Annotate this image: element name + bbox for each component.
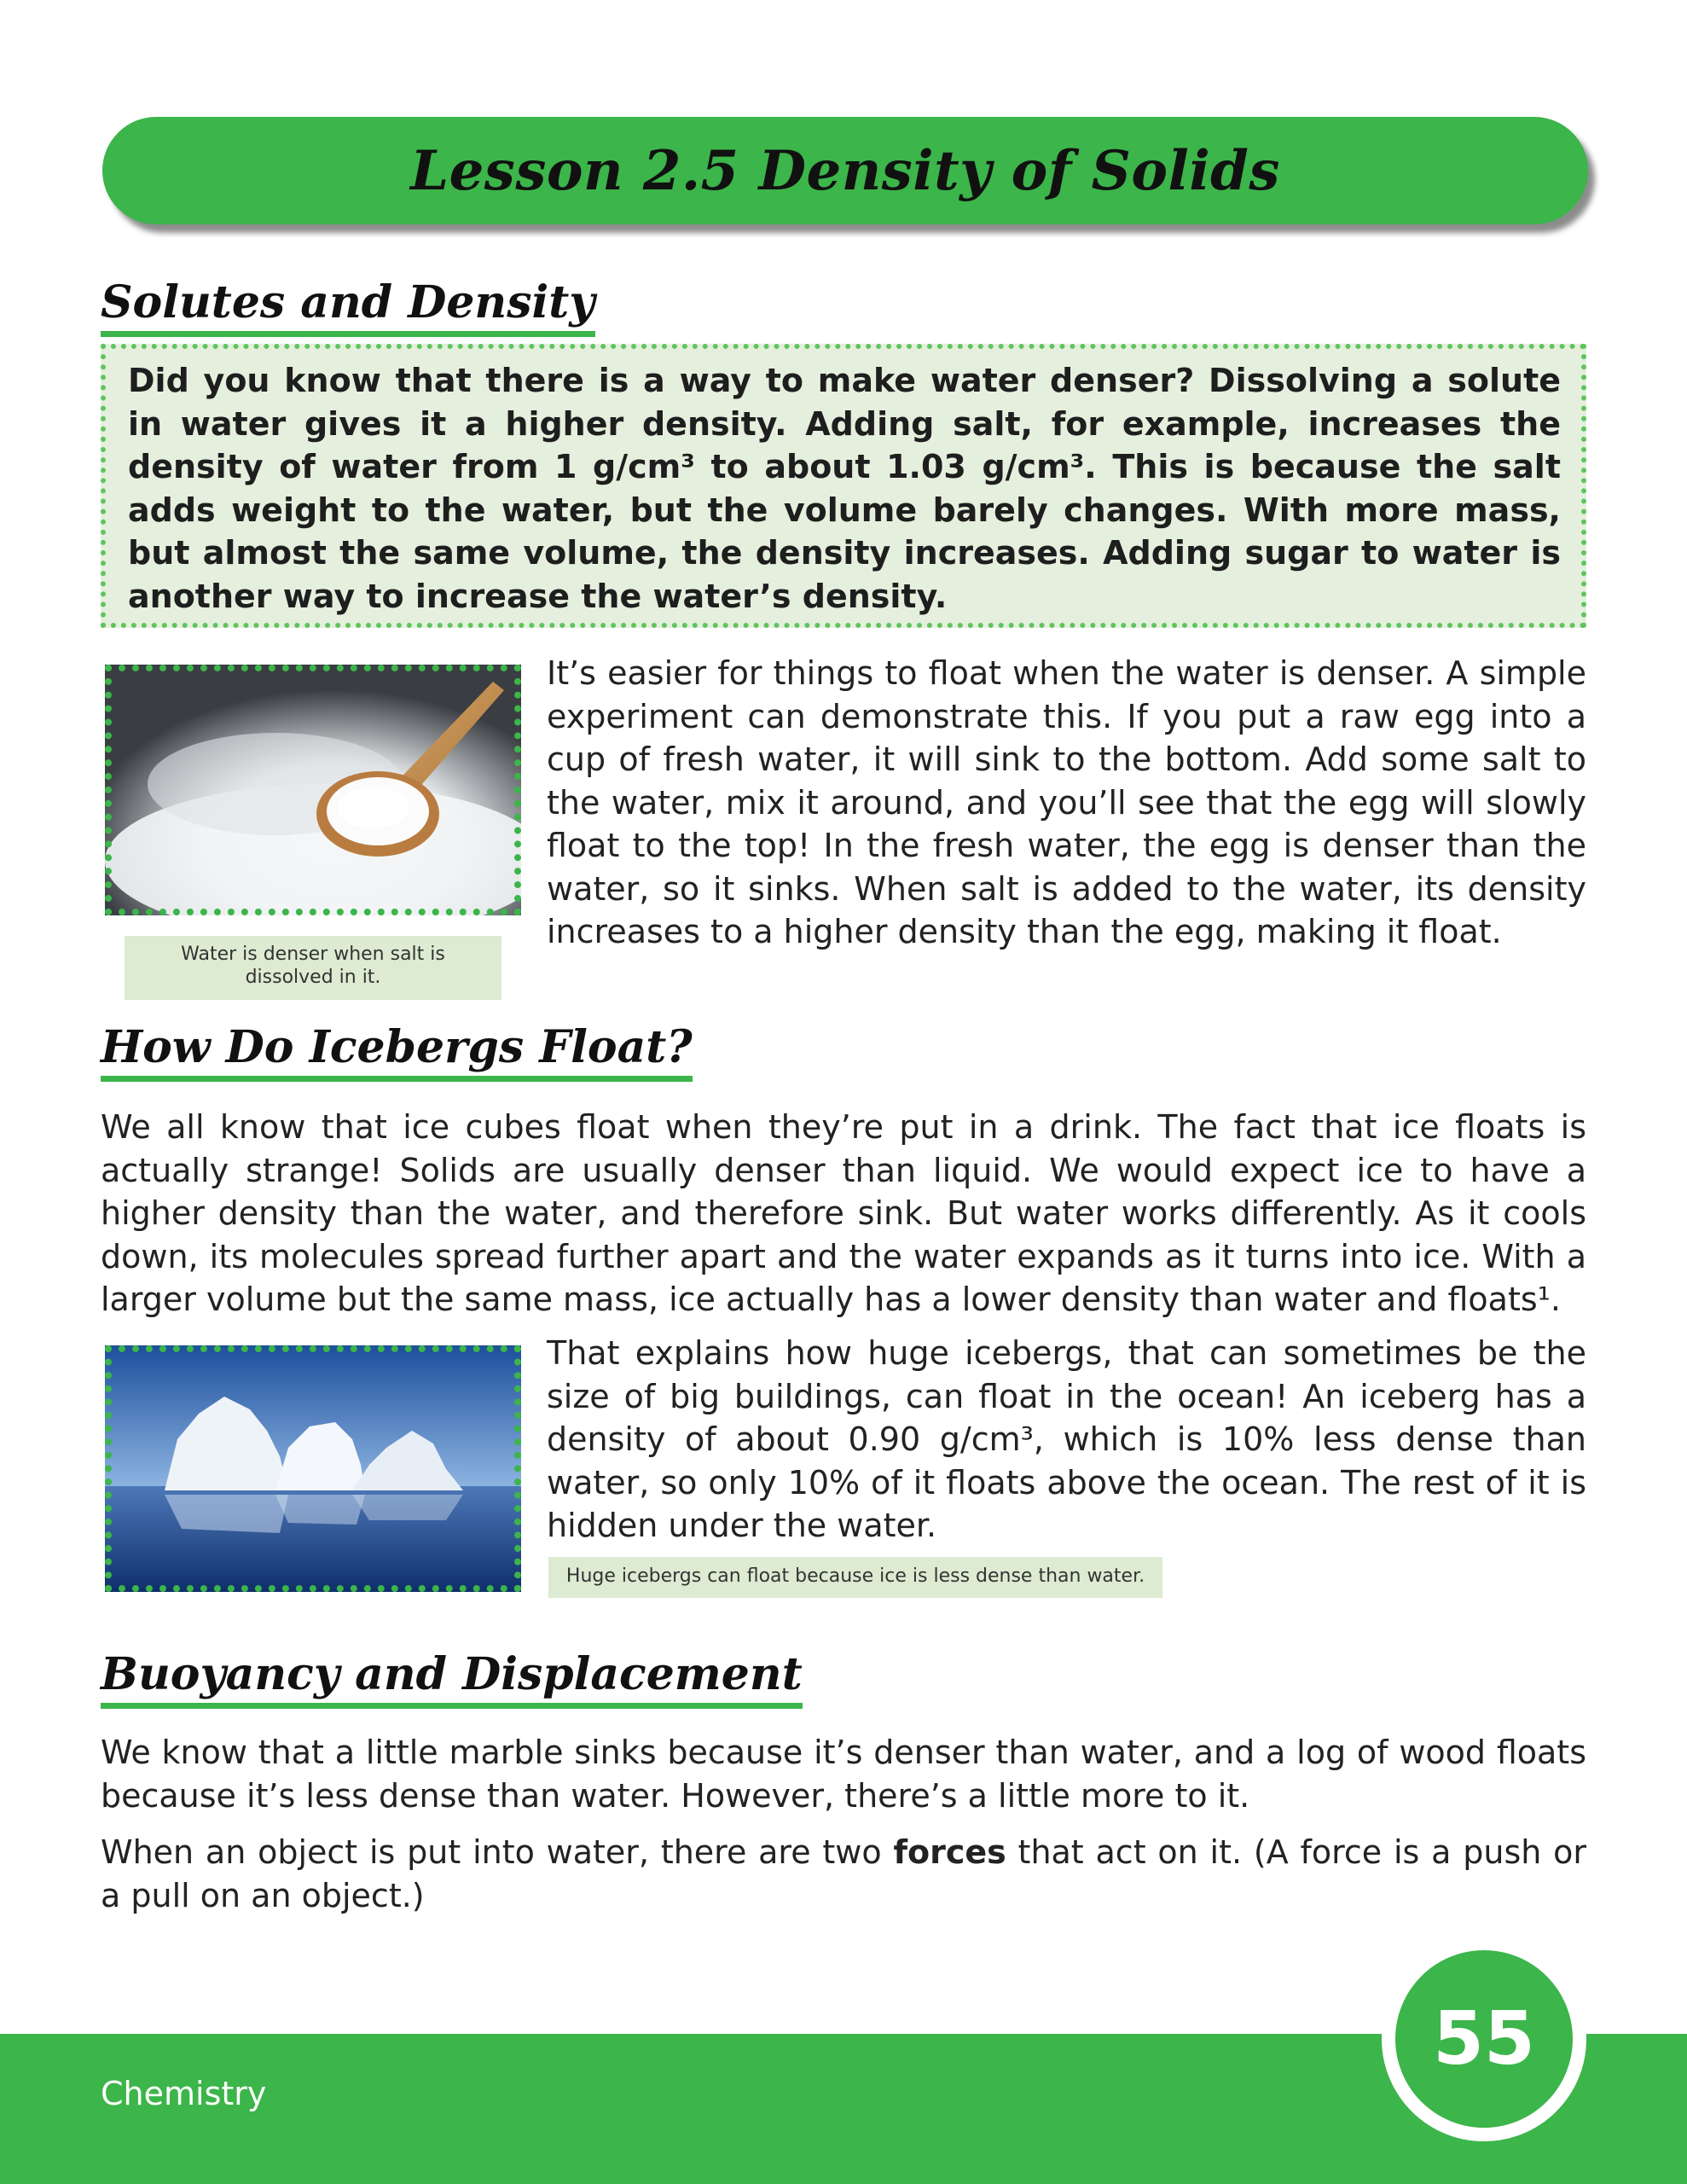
forces-text-before: When an object is put into water, there are two — [101, 1833, 894, 1871]
callout-text: Did you know that there is a way to make water denser? Dissolving a solute in water gives it a higher density. Adding salt, for example, increases the density of water from 1 g/cm³ to about 1.03 g/cm³. This is because the salt adds weight to the water, but the volume barely changes. With more mass, but almost the same volume, the density increases. Adding sugar to water is another way to increase the water’s density. — [128, 362, 1561, 615]
iceberg-photo — [105, 1345, 521, 1592]
page-number-badge — [1382, 1937, 1586, 2141]
page-number: 55 — [1433, 1996, 1535, 2082]
ice-floats-paragraph: We all know that ice cubes float when they’re put in a drink. The fact that ice floats is actually strange! Solids are usually denser than liquid. We would expect ice to have a higher density than the water, and therefore sink. But water works differently. As it cools down, its molecules spread further apart and the water expands as it turns into ice. With a larger volume but the same mass, ice actually has a lower density than water and floats¹. — [101, 1108, 1586, 1318]
iceberg-image — [105, 1345, 521, 1592]
section-heading-icebergs: How Do Icebergs Float? — [101, 1021, 693, 1082]
forces-paragraph — [101, 1831, 1586, 1917]
lesson-banner — [102, 117, 1588, 224]
forces-text-after: that act on it. (A force is a push or a pull on an object.) — [101, 1833, 1586, 1914]
salt-photo-caption: Water is denser when salt is dissolved in it. — [125, 936, 501, 1000]
section-heading-buoyancy: Buoyancy and Displacement — [101, 1648, 803, 1709]
float-experiment-paragraph: It’s easier for things to float when the water is denser. A simple experiment can demonstrate this. If you put a raw egg into a cup of fresh water, it will sink to the bottom. Add some salt to the water, mix it around, and you’ll see that the egg will slowly float to the top! In the fresh water, the egg is denser than the water, so it sinks. When salt is added to the water, its density increases to a higher density than the egg, making it float. — [547, 654, 1586, 950]
section-heading-solutes: Solutes and Density — [101, 276, 595, 337]
forces-term: forces — [893, 1833, 1006, 1871]
iceberg-photo-caption: Huge icebergs can float because ice is less dense than water. — [548, 1557, 1162, 1598]
salt-photo — [105, 665, 521, 915]
did-you-know-callout — [101, 344, 1586, 628]
marble-log-paragraph: We know that a little marble sinks because it’s denser than water, and a log of wood floats because it’s less dense than water. However, there’s a little more to it. — [101, 1734, 1586, 1815]
salt-spoon-image — [105, 665, 521, 915]
lesson-title: Lesson 2.5 Density of Solids — [410, 138, 1280, 203]
iceberg-density-paragraph: That explains how huge icebergs, that can sometimes be the size of big buildings, can float in the ocean! An iceberg has a density of about 0.90 g/cm³, which is 10% less dense than water, so only 10% of it floats above the ocean. The rest of it is hidden under the water. — [547, 1334, 1586, 1544]
footer-subject: Chemistry — [101, 2075, 267, 2112]
